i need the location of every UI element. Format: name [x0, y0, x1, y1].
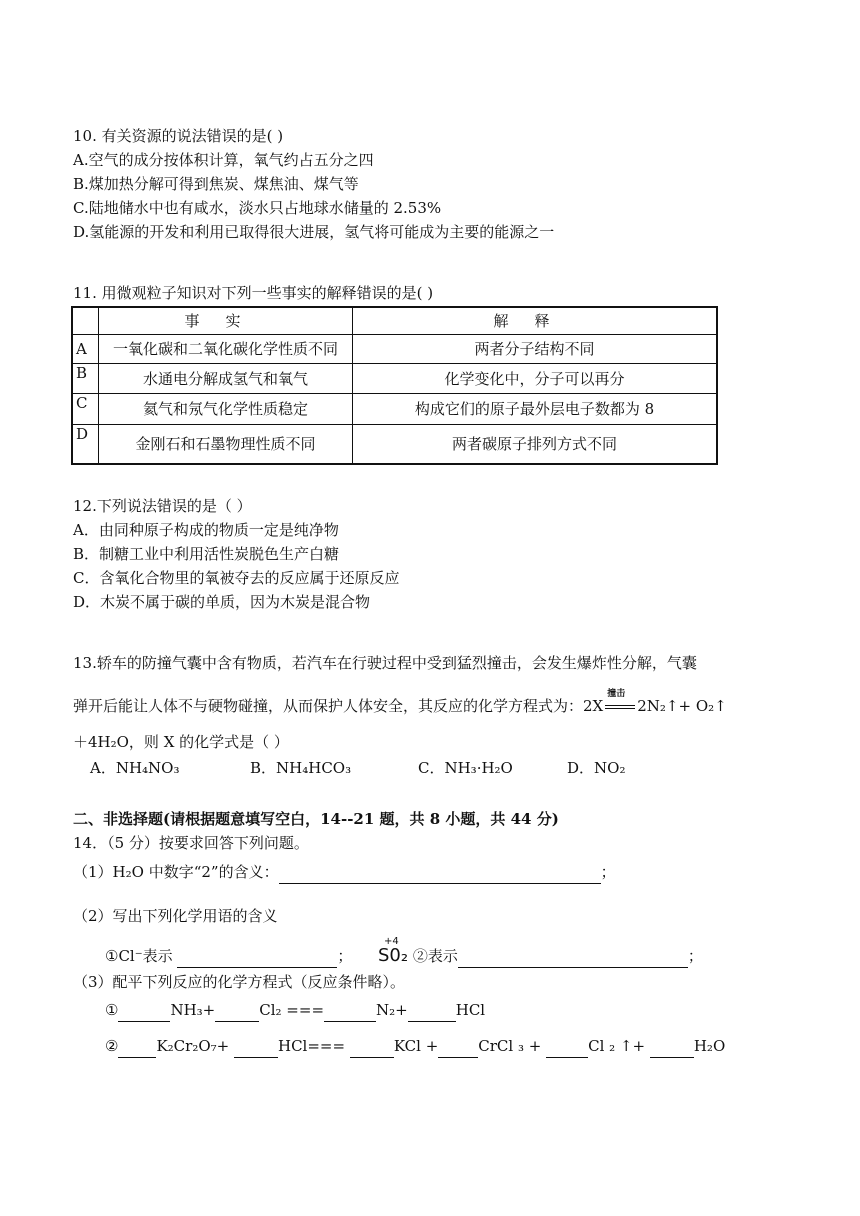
answer-blank[interactable] — [177, 949, 337, 968]
option-d: D.氢能源的开发和利用已取得很大进展，氢气将可能成为主要的能源之一 — [73, 223, 555, 241]
part2b-text: ②表示 — [412, 947, 458, 965]
coefficient-blank[interactable] — [215, 1003, 259, 1022]
option-a: A．由同种原子构成的物质一定是纯净物 — [73, 521, 339, 539]
question-13 — [73, 651, 790, 675]
row-fact: 水通电分解成氢气和氧气 — [99, 363, 353, 393]
row-fact: 金刚石和石墨物理性质不同 — [99, 424, 353, 464]
eq-term: Cl₂ === — [259, 1001, 325, 1019]
section-title: 二、非选择题(请根据题意填写空白，14--21 题，共 8 小题，共 44 分) — [73, 810, 559, 828]
table-row — [72, 334, 717, 363]
question-13-equation-line — [73, 689, 790, 718]
coefficient-blank[interactable] — [650, 1039, 694, 1058]
row-fact: 氦气和氖气化学性质稳定 — [99, 393, 353, 424]
table-header-blank — [72, 307, 99, 334]
eq-term: KCl + — [393, 1037, 439, 1055]
eq-number: ① — [105, 1001, 119, 1019]
option-c: C．含氧化合物里的氧被夺去的反应属于还原反应 — [73, 569, 400, 587]
coefficient-blank[interactable] — [324, 1003, 376, 1022]
question-13-line3 — [73, 730, 790, 754]
question-12 — [73, 494, 790, 614]
q14-part2 — [73, 904, 790, 928]
option-b: B．NH₄HCO₃ — [250, 759, 352, 777]
table-header-row — [72, 307, 717, 334]
option-c: C．NH₃·H₂O — [418, 759, 513, 777]
formula: S0₂ — [378, 945, 409, 966]
question-text: 弹开后能让人体不与硬物碰撞，从而保护人体安全，其反应的化学方程式为：2X — [73, 697, 604, 715]
option-c: C.陆地储水中也有咸水，淡水只占地球水储量的 2.53% — [73, 199, 442, 217]
oxidation-number: +4 — [384, 936, 399, 947]
equation-products: 2N₂↑+ O₂↑ — [637, 697, 727, 715]
coefficient-blank[interactable] — [408, 1003, 456, 1022]
answer-blank[interactable] — [458, 949, 688, 968]
row-label: C — [72, 393, 99, 424]
question-stem: 12.下列说法错误的是（ ） — [73, 497, 252, 515]
eq-term: HCl — [455, 1001, 486, 1019]
coefficient-blank[interactable] — [118, 1003, 170, 1022]
reaction-arrow — [603, 689, 637, 718]
equation-2 — [105, 1034, 790, 1058]
eq-term: Cl ₂ ↑+ — [588, 1037, 646, 1055]
table-header-fact: 事实 — [99, 307, 353, 334]
coefficient-blank[interactable] — [438, 1039, 478, 1058]
eq-term: K₂Cr₂O₇+ — [156, 1037, 230, 1055]
coefficient-blank[interactable] — [118, 1039, 156, 1058]
table-header-explain: 解释 — [353, 307, 718, 334]
part2a-end: ； — [337, 947, 353, 965]
eq-term: NH₃+ — [170, 1001, 216, 1019]
option-d: D．木炭不属于碳的单质，因为木炭是混合物 — [73, 593, 371, 611]
section-2 — [73, 807, 790, 855]
row-fact: 一氧化碳和二氧化碳化学性质不同 — [99, 334, 353, 363]
q14-part1 — [73, 860, 790, 884]
table-row — [72, 424, 717, 464]
coefficient-blank[interactable] — [350, 1039, 394, 1058]
equation-1 — [105, 998, 790, 1022]
table-row — [72, 363, 717, 393]
row-explain: 两者碳原子排列方式不同 — [353, 424, 718, 464]
row-label: B — [72, 363, 99, 393]
row-explain: 化学变化中，分子可以再分 — [353, 363, 718, 393]
part1-text: （1）H₂O 中数字“2”的含义： — [73, 863, 279, 881]
question-10 — [73, 124, 790, 244]
row-label: D — [72, 424, 99, 464]
table-row — [72, 393, 717, 424]
option-d: D．NO₂ — [567, 759, 626, 777]
row-label: A — [72, 334, 99, 363]
part2-text: （2）写出下列化学用语的含义 — [73, 907, 278, 925]
part2b-end: ； — [687, 947, 703, 965]
part2a-text: ①Cl⁻表示 — [105, 947, 173, 965]
answer-blank[interactable] — [279, 865, 601, 884]
facts-table — [71, 306, 718, 465]
eq-number: ② — [105, 1037, 119, 1055]
part1-end: ； — [600, 863, 616, 881]
eq-term: H₂O — [693, 1037, 726, 1055]
question-text-line: 13.轿车的防撞气囊中含有物质，若汽车在行驶过程中受到猛烈撞击，会发生爆炸性分解，气囊 — [73, 654, 697, 672]
q14-part2-answers — [105, 936, 790, 968]
oxidation-formula — [378, 936, 409, 968]
eq-term: N₂+ — [376, 1001, 408, 1019]
q14-part3 — [73, 970, 790, 994]
option-a: A.空气的成分按体积计算，氧气约占五分之四 — [73, 151, 374, 169]
reaction-condition: 撞击 — [607, 689, 626, 699]
option-a: A．NH₄NO₃ — [90, 759, 180, 777]
option-b: B.煤加热分解可得到焦炭、煤焦油、煤气等 — [73, 175, 359, 193]
row-explain: 两者分子结构不同 — [353, 334, 718, 363]
part3-text: （3）配平下列反应的化学方程式（反应条件略）。 — [73, 973, 406, 991]
question-13-options — [90, 756, 790, 780]
coefficient-blank[interactable] — [546, 1039, 588, 1058]
row-explain: 构成它们的原子最外层电子数都为 8 — [353, 393, 718, 424]
question-14-stem: 14．（5 分）按要求回答下列问题。 — [73, 834, 309, 852]
eq-term: CrCl ₃ + — [478, 1037, 542, 1055]
question-stem: 11. 用微观粒子知识对下列一些事实的解释错误的是( ) — [73, 284, 434, 302]
question-text-line: ＋4H₂O，则 X 的化学式是（ ） — [73, 733, 289, 751]
question-11 — [73, 281, 790, 305]
option-b: B．制糖工业中利用活性炭脱色生产白糖 — [73, 545, 340, 563]
question-stem: 10. 有关资源的说法错误的是( ) — [73, 127, 284, 145]
coefficient-blank[interactable] — [234, 1039, 278, 1058]
eq-term: HCl=== — [278, 1037, 346, 1055]
